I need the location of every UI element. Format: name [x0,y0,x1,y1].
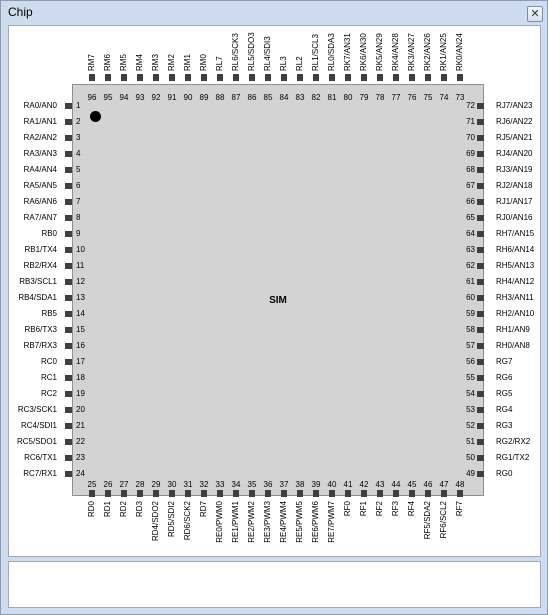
pin-label: RD5/SDI2 [167,501,176,538]
pin-label: RE1/PWM1 [231,501,240,543]
pin-label: RB6/TX3 [24,325,57,334]
pin-33[interactable] [217,490,223,497]
pin-70[interactable] [477,135,484,141]
pin-87[interactable] [233,74,239,81]
pin-number: 14 [76,309,85,318]
pin-label: RA4/AN4 [23,165,57,174]
pin-number: 30 [167,480,177,489]
pin-number: 18 [76,373,85,382]
pin-number: 44 [391,480,401,489]
pin-label: RH2/AN10 [496,309,535,318]
pin-label: RB2/RX4 [23,261,57,270]
pin-59[interactable] [477,311,484,317]
pin-number: 89 [199,93,209,102]
pin-label: RC4/SDI1 [20,421,57,430]
pin-44[interactable] [393,490,399,497]
pin-label: RA2/AN2 [23,133,57,142]
pin-label: RA5/AN5 [23,181,57,190]
pin-label: RF6/SCL2 [439,501,448,539]
pin-51[interactable] [477,439,484,445]
pin-12[interactable] [65,279,72,285]
pin-number: 78 [375,93,385,102]
pin-label: RM3 [151,54,160,71]
pin-number: 15 [76,325,85,334]
pin-label: RD0 [87,501,96,518]
pin-50[interactable] [477,455,484,461]
pin-64[interactable] [477,231,484,237]
pin-number: 53 [466,405,475,414]
pin-label: RE2/PWM2 [247,501,256,543]
pin-number: 55 [466,373,475,382]
pin-number: 27 [119,480,129,489]
pin-58[interactable] [477,327,484,333]
pin-label: RC2 [40,389,57,398]
pin-number: 9 [76,229,81,238]
pin-number: 81 [327,93,337,102]
pin-69[interactable] [477,151,484,157]
pin-label: RM5 [119,54,128,71]
pin-label: RD3 [135,501,144,518]
pin-label: RD6/SCK2 [183,501,192,541]
pin-label: RC6/TX1 [24,453,57,462]
pin-number: 16 [76,341,85,350]
pin-label: RB3/SCL1 [19,277,57,286]
pin-31[interactable] [185,490,191,497]
pin-number: 94 [119,93,129,102]
title-bar[interactable] [1,1,547,25]
pin-label: RE7/PWM7 [327,501,336,543]
pin-number: 39 [311,480,321,489]
pin-number: 34 [231,480,241,489]
pin-label: RK3/AN27 [407,33,416,71]
pin-11[interactable] [65,263,72,269]
pin-number: 33 [215,480,225,489]
pin-72[interactable] [477,103,484,109]
pin-number: 83 [295,93,305,102]
pin-number: 4 [76,149,81,158]
pin-label: RA7/AN7 [23,213,57,222]
pin-label: RC7/RX1 [23,469,57,478]
pin-number: 36 [263,480,273,489]
pin-label: RA3/AN3 [23,149,57,158]
pin-number: 73 [455,93,465,102]
pin-number: 43 [375,480,385,489]
pin-24[interactable] [65,471,72,477]
pin-number: 71 [466,117,475,126]
pin-number: 52 [466,421,475,430]
pin-number: 79 [359,93,369,102]
pin-label: RJ3/AN19 [496,165,533,174]
pin-label: RE5/PWM5 [295,501,304,543]
pin-22[interactable] [65,439,72,445]
pin-17[interactable] [65,359,72,365]
pin-number: 50 [466,453,475,462]
pin-number: 96 [87,93,97,102]
pin-19[interactable] [65,391,72,397]
chip-canvas[interactable] [8,25,541,557]
pin-7[interactable] [65,199,72,205]
pin-number: 59 [466,309,475,318]
pin-number: 86 [247,93,257,102]
pin-label: RL6/SCK3 [231,33,240,71]
pin-number: 65 [466,213,475,222]
pin-label: RJ4/AN20 [496,149,533,158]
pin-95[interactable] [105,74,111,81]
pin-number: 40 [327,480,337,489]
pin-number: 37 [279,480,289,489]
pin-label: RA6/AN6 [23,197,57,206]
pin-65[interactable] [477,215,484,221]
pin-label: RF4 [407,501,416,517]
pin-18[interactable] [65,375,72,381]
pin-number: 56 [466,357,475,366]
pin-number: 46 [423,480,433,489]
pin-85[interactable] [265,74,271,81]
pin-label: RE0/PWM0 [215,501,224,543]
pin-number: 13 [76,293,85,302]
pin-label: RG2/RX2 [496,437,531,446]
pin-63[interactable] [477,247,484,253]
pin-label: RM6 [103,54,112,71]
pin-number: 60 [466,293,475,302]
pin-number: 80 [343,93,353,102]
pin-label: RG1/TX2 [496,453,530,462]
pin-number: 95 [103,93,113,102]
pin-35[interactable] [249,490,255,497]
pin-number: 90 [183,93,193,102]
pin-label: RL0/SDA3 [327,33,336,71]
pin-label: RM7 [87,54,96,71]
pin-76[interactable] [409,74,415,81]
pin-label: RH1/AN9 [496,325,530,334]
pin-label: RK4/AN28 [391,33,400,71]
pin-number: 68 [466,165,475,174]
pin-number: 66 [466,197,475,206]
pin-28[interactable] [137,490,143,497]
pin-label: RF1 [359,501,368,517]
pin-53[interactable] [477,407,484,413]
pin-number: 82 [311,93,321,102]
pin-label: RE3/PWM3 [263,501,272,543]
pin-number: 3 [76,133,81,142]
pin-88[interactable] [217,74,223,81]
pin-label: RL3 [279,56,288,71]
pin-label: RH5/AN13 [496,261,535,270]
pin-label: RB1/TX4 [24,245,57,254]
pin-number: 64 [466,229,475,238]
pin-36[interactable] [265,490,271,497]
pin-label: RC5/SDO1 [16,437,57,446]
pin-91[interactable] [169,74,175,81]
pin-77[interactable] [393,74,399,81]
pin-81[interactable] [329,74,335,81]
pin-label: RF2 [375,501,384,517]
pin-label: RA0/AN0 [23,101,57,110]
pin-48[interactable] [457,490,463,497]
pin-label: RM4 [135,54,144,71]
pin-number: 26 [103,480,113,489]
pin-number: 24 [76,469,85,478]
pin-54[interactable] [477,391,484,397]
pin-3[interactable] [65,135,72,141]
pin-55[interactable] [477,375,484,381]
pin-34[interactable] [233,490,239,497]
pin1-indicator-dot [90,111,101,122]
pin-number: 41 [343,480,353,489]
pin-label: RE4/PWM4 [279,501,288,543]
pin-16[interactable] [65,343,72,349]
pin-number: 74 [439,93,449,102]
pin-label: RJ0/AN16 [496,213,533,222]
pin-number: 21 [76,421,85,430]
pin-number: 54 [466,389,475,398]
pin-20[interactable] [65,407,72,413]
pin-number: 85 [263,93,273,102]
pin-label: RK0/AN24 [455,33,464,71]
pin-label: RB4/SDA1 [18,293,57,302]
window-title: Chip [8,5,33,19]
pin-label: RD7 [199,501,208,518]
pin-number: 76 [407,93,417,102]
pin-number: 31 [183,480,193,489]
pin-label: RH6/AN14 [496,245,535,254]
pin-label: RF5/SDA2 [423,501,432,540]
pin-label: RG5 [496,389,513,398]
pin-number: 49 [466,469,475,478]
pin-label: RK7/AN31 [343,33,352,71]
pin-number: 75 [423,93,433,102]
pin-label: RL7 [215,56,224,71]
pin-number: 48 [455,480,465,489]
pin-label: RH7/AN15 [496,229,535,238]
pin-label: RM0 [199,54,208,71]
pin-number: 84 [279,93,289,102]
chip-body[interactable] [72,84,484,496]
pin-label: RK6/AN30 [359,33,368,71]
pin-67[interactable] [477,183,484,189]
pin-label: RJ7/AN23 [496,101,533,110]
close-button[interactable] [527,6,543,22]
pin-number: 35 [247,480,257,489]
pin-label: RK2/AN26 [423,33,432,71]
pin-number: 8 [76,213,81,222]
pin-46[interactable] [425,490,431,497]
pin-number: 51 [466,437,475,446]
pin-label: RL2 [295,56,304,71]
pin-number: 62 [466,261,475,270]
pin-32[interactable] [201,490,207,497]
pin-74[interactable] [441,74,447,81]
pin-43[interactable] [377,490,383,497]
pin-25[interactable] [89,490,95,497]
pin-label: RG3 [496,421,513,430]
pin-number: 5 [76,165,81,174]
pin-45[interactable] [409,490,415,497]
pin-label: RG7 [496,357,513,366]
pin-30[interactable] [169,490,175,497]
pin-number: 23 [76,453,85,462]
pin-label: RL4/SDI3 [263,36,272,71]
pin-label: RG0 [496,469,513,478]
pin-label: RD1 [103,501,112,518]
pin-79[interactable] [361,74,367,81]
pin-93[interactable] [137,74,143,81]
pin-label: RJ6/AN22 [496,117,533,126]
pin-1[interactable] [65,103,72,109]
pin-label: RJ5/AN21 [496,133,533,142]
pin-label: RJ2/AN18 [496,181,533,190]
pin-71[interactable] [477,119,484,125]
pin-number: 42 [359,480,369,489]
pin-8[interactable] [65,215,72,221]
pin-90[interactable] [185,74,191,81]
pin-label: RL5/SDO3 [247,32,256,71]
pin-49[interactable] [477,471,484,477]
pin-label: RD2 [119,501,128,518]
pin-number: 87 [231,93,241,102]
pin-number: 69 [466,149,475,158]
pin-73[interactable] [457,74,463,81]
pin-number: 7 [76,197,81,206]
pin-number: 20 [76,405,85,414]
pin-61[interactable] [477,279,484,285]
pin-42[interactable] [361,490,367,497]
pin-number: 45 [407,480,417,489]
pin-label: RC0 [40,357,57,366]
pin-label: RF0 [343,501,352,517]
pin-78[interactable] [377,74,383,81]
pin-label: RB5 [41,309,57,318]
pin-number: 19 [76,389,85,398]
pin-label: RM1 [183,54,192,71]
pin-number: 17 [76,357,85,366]
pin-60[interactable] [477,295,484,301]
pin-82[interactable] [313,74,319,81]
pin-29[interactable] [153,490,159,497]
pin-number: 63 [466,245,475,254]
pin-number: 93 [135,93,145,102]
pin-96[interactable] [89,74,95,81]
pin-label: RJ1/AN17 [496,197,533,206]
pin-number: 91 [167,93,177,102]
pin-number: 32 [199,480,209,489]
pin-89[interactable] [201,74,207,81]
pin-number: 88 [215,93,225,102]
pin-40[interactable] [329,490,335,497]
pin-26[interactable] [105,490,111,497]
pin-label: RM2 [167,54,176,71]
pin-number: 67 [466,181,475,190]
pin-57[interactable] [477,343,484,349]
pin-number: 12 [76,277,85,286]
pin-label: RF7 [455,501,464,517]
status-panel [8,561,541,608]
pin-94[interactable] [121,74,127,81]
pin-label: RE6/PWM6 [311,501,320,543]
pin-number: 77 [391,93,401,102]
pin-86[interactable] [249,74,255,81]
pin-number: 58 [466,325,475,334]
pin-label: RK1/AN25 [439,33,448,71]
pin-number: 57 [466,341,475,350]
pin-80[interactable] [345,74,351,81]
pin-label: RG6 [496,373,513,382]
pin-label: RG4 [496,405,513,414]
pin-84[interactable] [281,74,287,81]
pin-27[interactable] [121,490,127,497]
pin-number: 10 [76,245,85,254]
pin-label: RH4/AN12 [496,277,535,286]
pin-number: 29 [151,480,161,489]
pin-37[interactable] [281,490,287,497]
pin-label: RH3/AN11 [496,293,534,302]
pin-number: 2 [76,117,81,126]
pin-number: 6 [76,181,81,190]
pin-75[interactable] [425,74,431,81]
pin-label: RB0 [41,229,57,238]
pin-83[interactable] [297,74,303,81]
pin-52[interactable] [477,423,484,429]
pin-number: 11 [76,261,85,270]
pin-4[interactable] [65,151,72,157]
pin-number: 72 [466,101,475,110]
pin-number: 22 [76,437,85,446]
pin-number: 47 [439,480,449,489]
pin-label: RA1/AN1 [23,117,57,126]
pin-56[interactable] [477,359,484,365]
pin-68[interactable] [477,167,484,173]
pin-9[interactable] [65,231,72,237]
pin-92[interactable] [153,74,159,81]
pin-41[interactable] [345,490,351,497]
pin-label: RC3/SCK1 [17,405,57,414]
pin-66[interactable] [477,199,484,205]
pin-23[interactable] [65,455,72,461]
pin-5[interactable] [65,167,72,173]
pin-62[interactable] [477,263,484,269]
pin-number: 25 [87,480,97,489]
pin-label: RF3 [391,501,400,517]
pin-label: RK5/AN29 [375,33,384,71]
pin-number: 61 [466,277,475,286]
pin-13[interactable] [65,295,72,301]
pin-label: RL1/SCL3 [311,34,320,71]
pin-10[interactable] [65,247,72,253]
pin-number: 1 [76,101,81,110]
pin-2[interactable] [65,119,72,125]
close-icon: ✕ [530,7,540,20]
pin-number: 70 [466,133,475,142]
chip-name: SIM [269,295,287,306]
pin-label: RH0/AN8 [496,341,530,350]
pin-number: 92 [151,93,161,102]
pin-label: RD4/SDO2 [151,501,160,542]
pin-38[interactable] [297,490,303,497]
pin-label: RC1 [40,373,57,382]
pin-number: 28 [135,480,145,489]
pin-6[interactable] [65,183,72,189]
pin-number: 38 [295,480,305,489]
pin-39[interactable] [313,490,319,497]
pin-21[interactable] [65,423,72,429]
pin-14[interactable] [65,311,72,317]
pin-label: RB7/RX3 [23,341,57,350]
pin-47[interactable] [441,490,447,497]
pin-15[interactable] [65,327,72,333]
